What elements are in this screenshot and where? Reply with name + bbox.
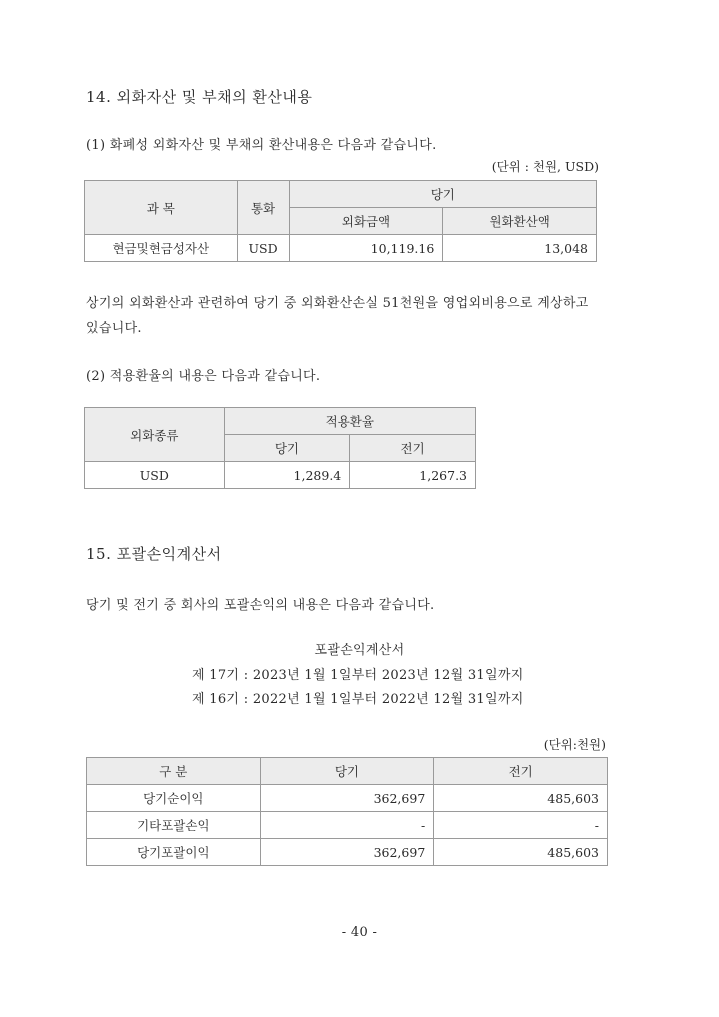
cell-prior: 485,603: [434, 785, 608, 812]
section-14-sub1-title: (1) 화폐성 외화자산 및 부채의 환산내용은 다음과 같습니다.: [86, 138, 437, 153]
table-row: [87, 812, 608, 839]
comprehensive-income-table: [86, 757, 608, 866]
table1-unit-label: (단위 : 천원, USD): [491, 159, 599, 174]
header-current: 당기: [224, 435, 350, 462]
fx-translation-table: [84, 180, 597, 262]
header-applied-rate: 적용환율: [224, 408, 475, 435]
cell-prior: 485,603: [434, 839, 608, 866]
cell-current: -: [260, 812, 434, 839]
cell-fx-amount: 10,119.16: [289, 235, 443, 262]
cell-prior: -: [434, 812, 608, 839]
section-15-intro: 당기 및 전기 중 회사의 포괄손익의 내용은 다음과 같습니다.: [86, 598, 435, 613]
cell-current: 362,697: [260, 785, 434, 812]
header-account: 과 목: [85, 181, 238, 235]
cell-rate-prior: 1,267.3: [350, 462, 476, 489]
page-number: - 40 -: [341, 925, 378, 940]
header-currency-kind: 외화종류: [85, 408, 225, 462]
section-15-heading: 15. 포괄손익계산서: [86, 545, 222, 563]
header-current: 당기: [260, 758, 434, 785]
cell-krw-amount: 13,048: [443, 235, 597, 262]
period-prior: 제 16기 : 2022년 1월 1일부터 2022년 12월 31일까지: [192, 692, 524, 707]
fx-loss-note-line1: 상기의 외화환산과 관련하여 당기 중 외화환산손실 51천원을 영업외비용으로 계상하고: [86, 296, 589, 311]
period-current: 제 17기 : 2023년 1월 1일부터 2023년 12월 31일까지: [192, 668, 524, 683]
cell-account: 현금및현금성자산: [85, 235, 238, 262]
header-fx-amount: 외화금액: [289, 208, 443, 235]
statement-title: 포괄손익계산서: [314, 643, 405, 658]
cell-current: 362,697: [260, 839, 434, 866]
section-14-heading: 14. 외화자산 및 부채의 환산내용: [86, 88, 313, 106]
header-current-period: 당기: [289, 181, 596, 208]
cell-item: 기타포괄손익: [87, 812, 261, 839]
header-prior: 전기: [350, 435, 476, 462]
fx-loss-note-line2: 있습니다.: [86, 321, 142, 336]
cell-item: 당기포괄이익: [87, 839, 261, 866]
cell-item: 당기순이익: [87, 785, 261, 812]
table-row: [87, 839, 608, 866]
exchange-rate-table: [84, 407, 476, 489]
table-row: [85, 462, 476, 489]
header-item: 구 분: [87, 758, 261, 785]
header-krw-amount: 원화환산액: [443, 208, 597, 235]
table-row: [87, 785, 608, 812]
table-row: [85, 235, 597, 262]
table3-unit-label: (단위:천원): [543, 737, 606, 752]
cell-currency-kind: USD: [85, 462, 225, 489]
section-14-sub2-title: (2) 적용환율의 내용은 다음과 같습니다.: [86, 369, 321, 384]
header-prior: 전기: [434, 758, 608, 785]
cell-rate-current: 1,289.4: [224, 462, 350, 489]
cell-currency: USD: [237, 235, 289, 262]
header-currency: 통화: [237, 181, 289, 235]
